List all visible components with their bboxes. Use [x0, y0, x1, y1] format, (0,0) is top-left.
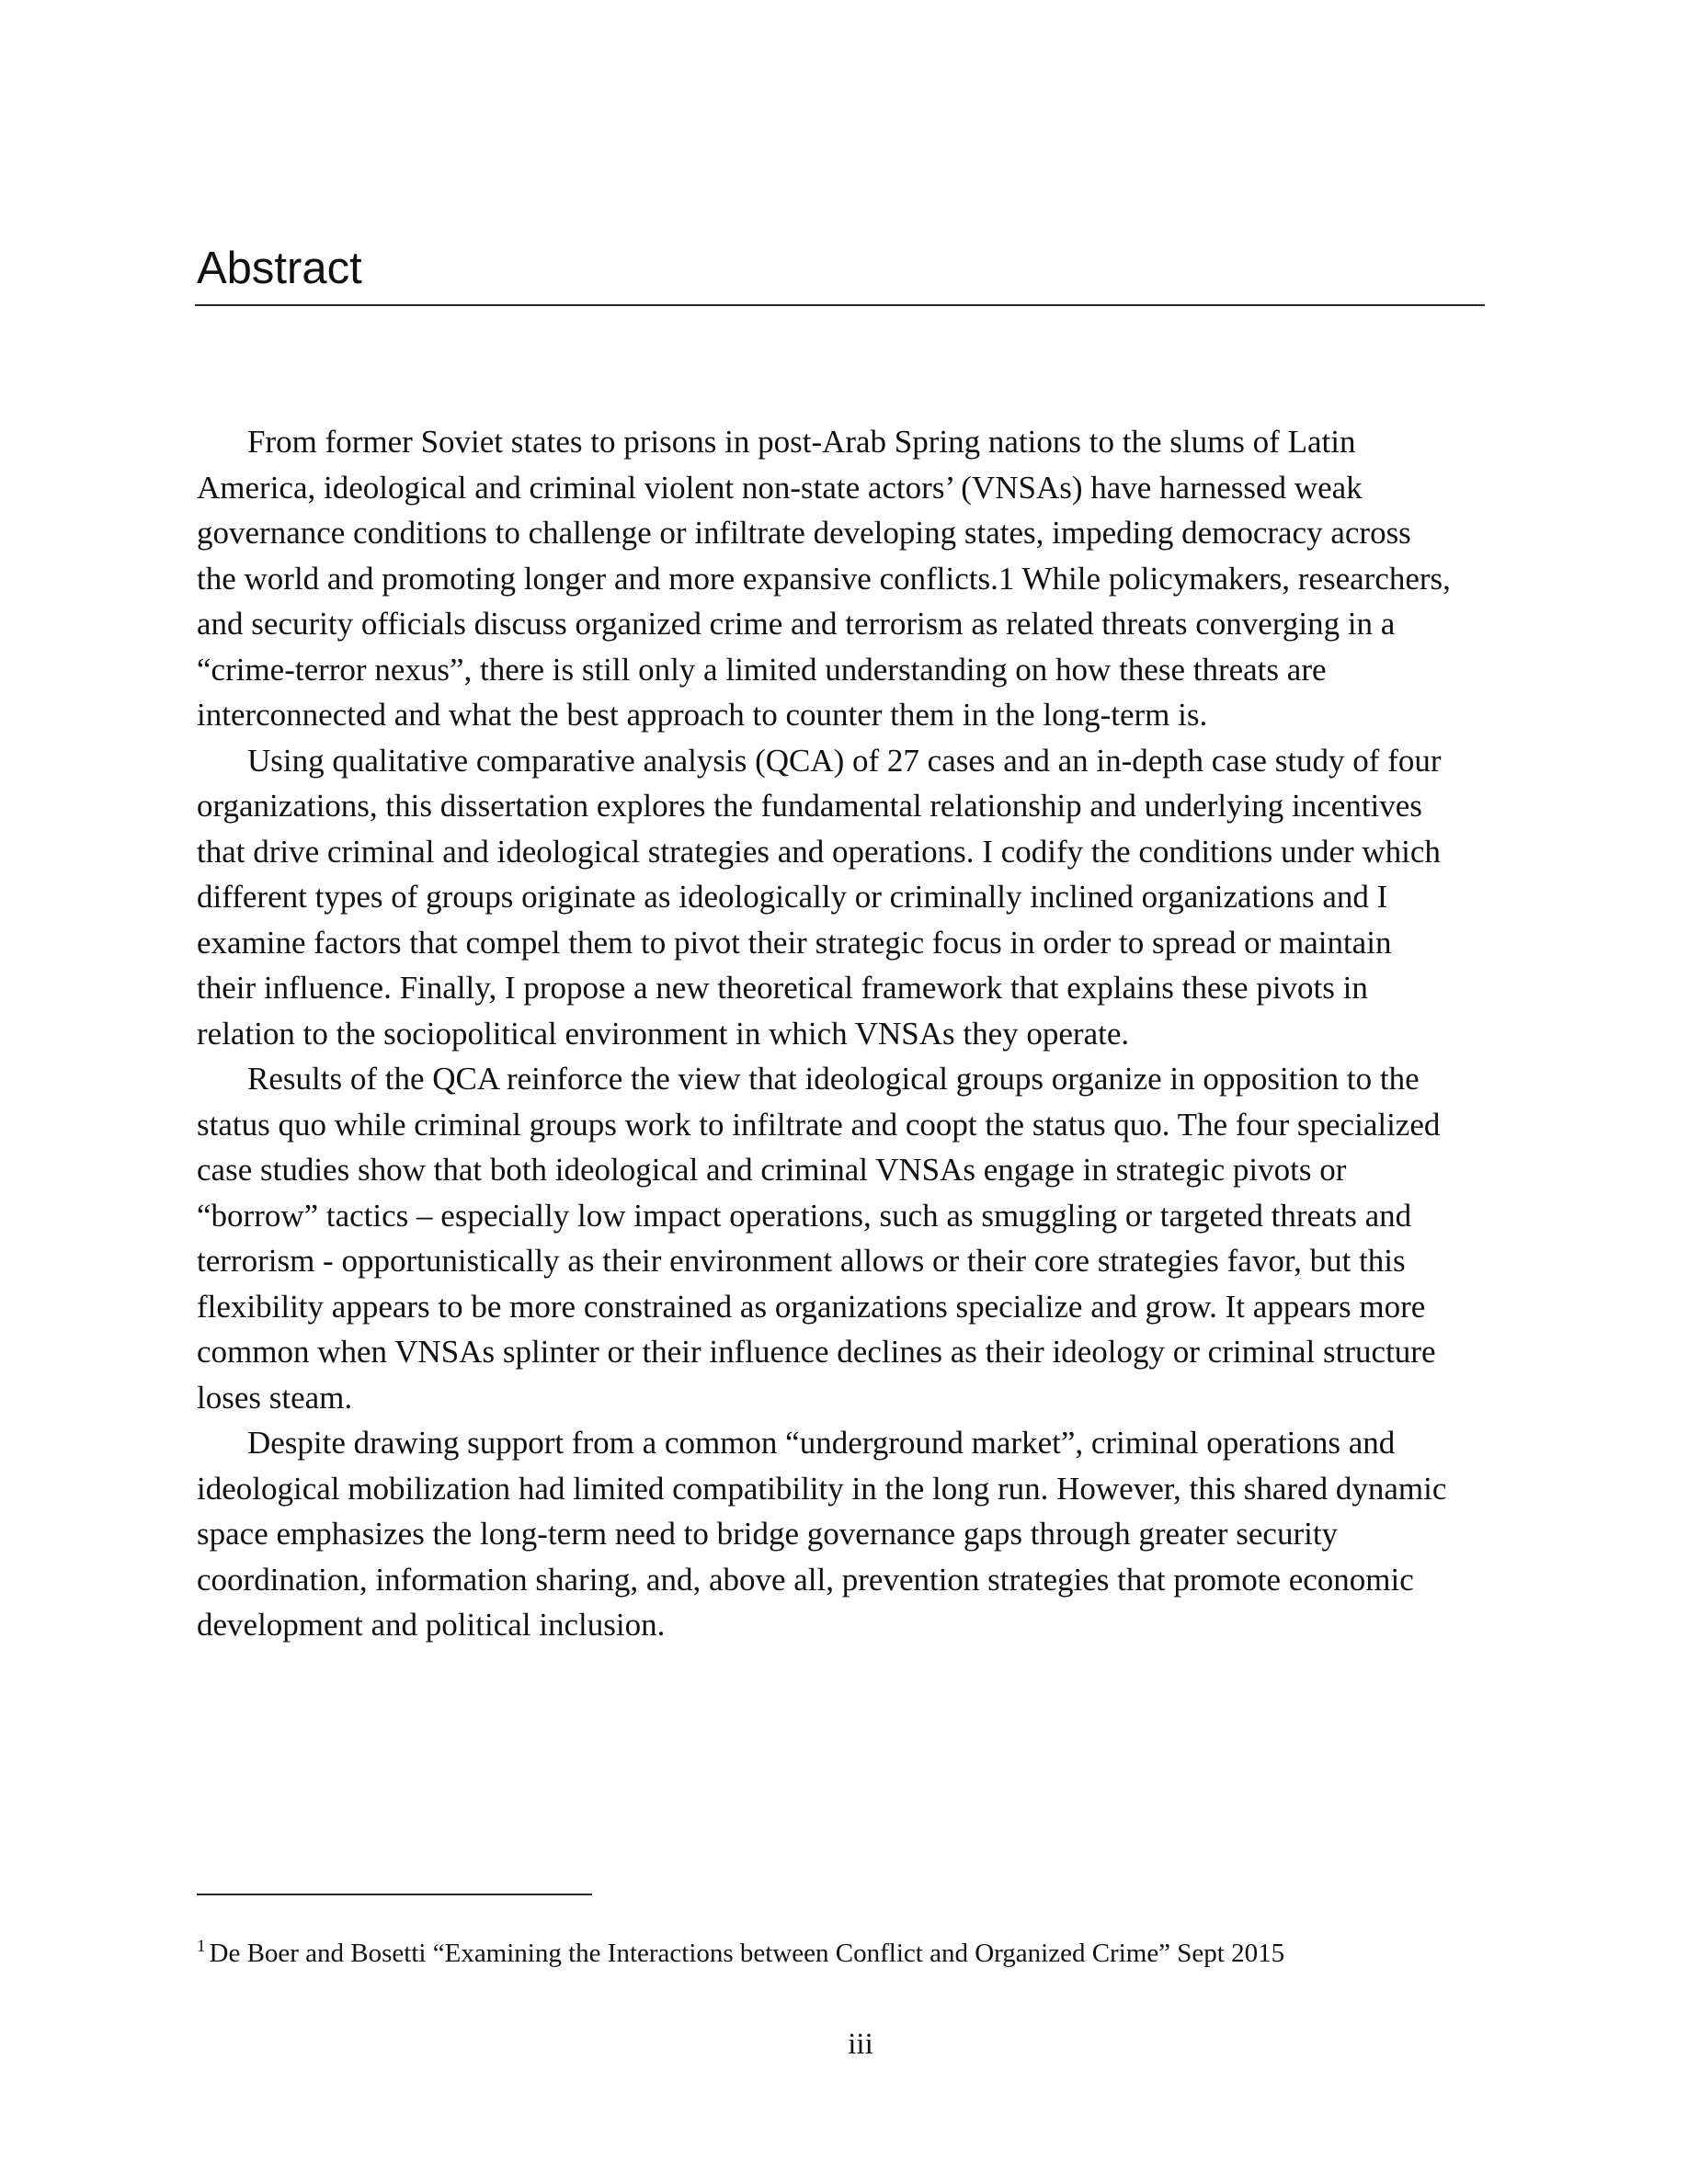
- footnote-marker: 1: [197, 1937, 206, 1956]
- footnote: [197, 1928, 1284, 1972]
- text-line: and security officials discuss organized crime and terrorism as related threats converging in a: [197, 606, 1396, 642]
- text-line: “borrow” tactics – especially low impact operations, such as smuggling or targeted threats and: [197, 1197, 1412, 1234]
- text-line: examine factors that compel them to pivot their strategic focus in order to spread or maintain: [197, 924, 1392, 961]
- abstract-paragraph-4: [197, 1420, 1498, 1648]
- text-line: common when VNSAs splinter or their influence declines as their ideology or criminal structure: [197, 1334, 1436, 1370]
- text-line: organizations, this dissertation explores the fundamental relationship and underlying incentives: [197, 788, 1422, 824]
- footnote-divider: [197, 1894, 592, 1895]
- heading-divider: [195, 304, 1485, 306]
- abstract-body: [197, 419, 1498, 1648]
- text-line: Results of the QCA reinforce the view that ideological groups organize in opposition to the: [247, 1061, 1420, 1097]
- text-line: “crime-terror nexus”, there is still only a limited understanding on how these threats are: [197, 651, 1327, 688]
- text-line: case studies show that both ideological and criminal VNSAs engage in strategic pivots or: [197, 1152, 1347, 1188]
- footnote-text: De Boer and Bosetti “Examining the Interactions between Conflict and Organized Crime” Sept 2015: [209, 1939, 1285, 1968]
- text-line: the world and promoting longer and more expansive conflicts.1 While policymakers, researchers,: [197, 560, 1451, 597]
- abstract-paragraph-3: [197, 1056, 1498, 1420]
- text-line: relation to the sociopolitical environment in which VNSAs they operate.: [197, 1015, 1130, 1052]
- text-line: different types of groups originate as ideologically or criminally inclined organizations and I: [197, 879, 1388, 915]
- text-line: loses steam.: [197, 1379, 353, 1416]
- text-line: development and political inclusion.: [197, 1607, 666, 1643]
- text-line: ideological mobilization had limited compatibility in the long run. However, this shared dynamic: [197, 1470, 1447, 1507]
- page-title: Abstract: [197, 244, 362, 293]
- text-line: Using qualitative comparative analysis (QCA) of 27 cases and an in-depth case study of four: [247, 742, 1442, 779]
- text-line: their influence. Finally, I propose a new theoretical framework that explains these pivots in: [197, 970, 1368, 1006]
- text-line: interconnected and what the best approach to counter them in the long-term is.: [197, 697, 1208, 733]
- text-line: that drive criminal and ideological strategies and operations. I codify the conditions under which: [197, 833, 1441, 870]
- text-line: governance conditions to challenge or infiltrate developing states, impeding democracy across: [197, 515, 1411, 551]
- text-line: terrorism - opportunistically as their environment allows or their core strategies favor, but this: [197, 1243, 1406, 1279]
- text-line: flexibility appears to be more constrained as organizations specialize and grow. It appears more: [197, 1288, 1426, 1325]
- abstract-paragraph-2: [197, 738, 1498, 1057]
- page-number: iii: [848, 2028, 873, 2061]
- text-line: From former Soviet states to prisons in post-Arab Spring nations to the slums of Latin: [247, 424, 1356, 460]
- text-line: America, ideological and criminal violent non-state actors’ (VNSAs) have harnessed weak: [197, 469, 1363, 506]
- text-line: Despite drawing support from a common “underground market”, criminal operations and: [247, 1425, 1396, 1461]
- abstract-paragraph-1: [197, 419, 1498, 738]
- text-line: coordination, information sharing, and, above all, prevention strategies that promote economic: [197, 1561, 1414, 1598]
- text-line: status quo while criminal groups work to infiltrate and coopt the status quo. The four specialized: [197, 1106, 1441, 1143]
- text-line: space emphasizes the long-term need to bridge governance gaps through greater security: [197, 1516, 1339, 1552]
